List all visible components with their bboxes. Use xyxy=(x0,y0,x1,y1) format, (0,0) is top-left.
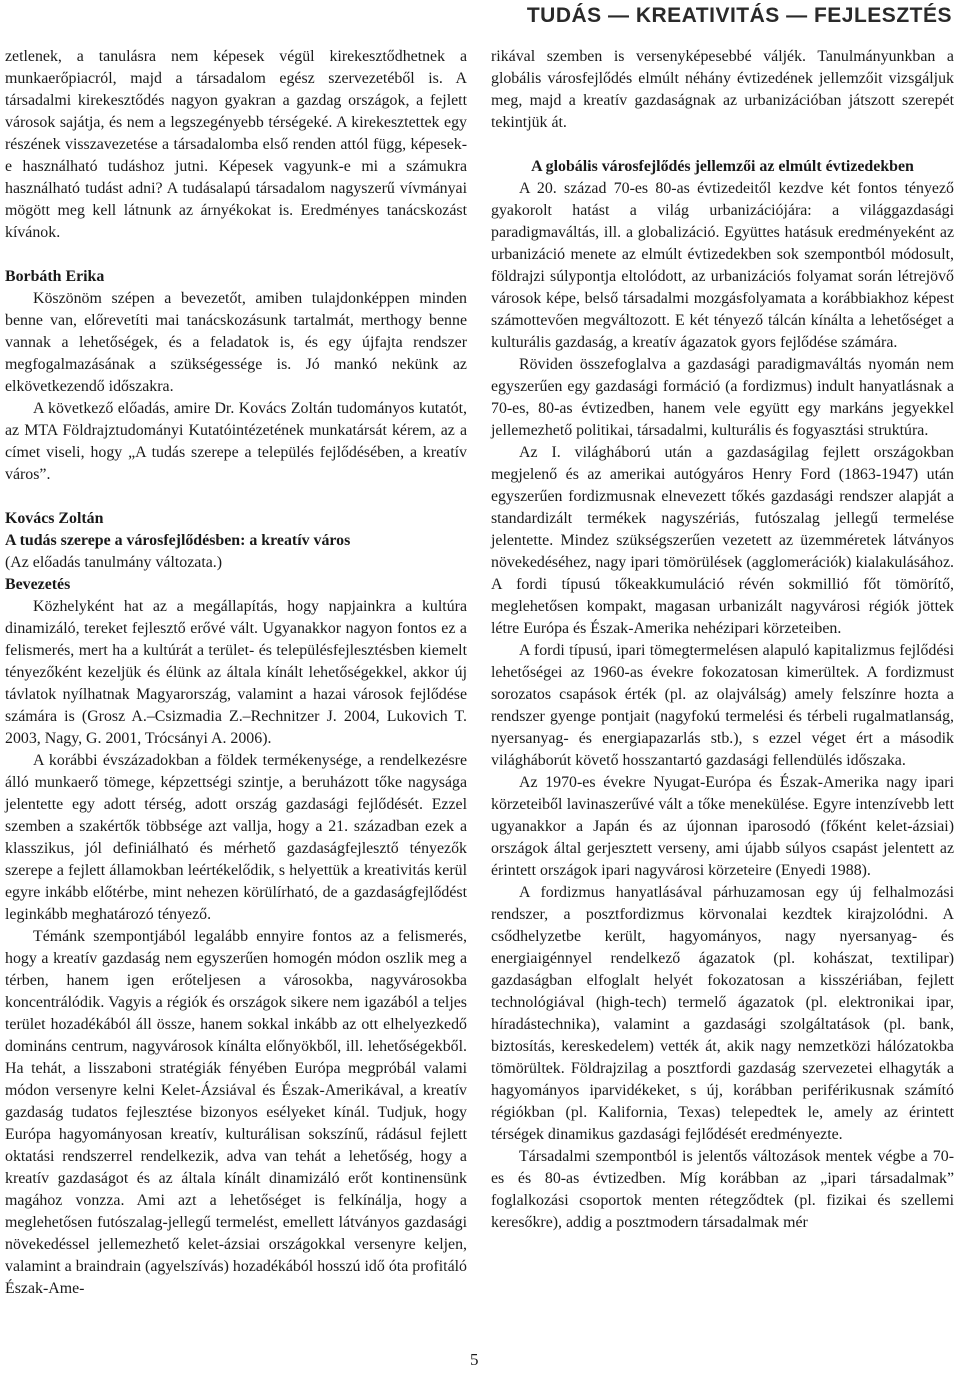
body-paragraph: A fordizmus hanyatlásával párhuzamosan egy új felhalmozási rendszer, a posztfordizmus körvonalai kezdtek kirajzolódni. A csődhelyzetbe került, hagyományos, nagy nyersanyag- és energiaigénnyel rendelkező ágazatok (pl. kohászat, textilipar) gazdaságban elfoglalt helyét fokozatosan a kisszériában, fejlett technológiával (high-tech) termelő ágazatok (pl. elektronikai ipar, híradástechnika), valamint a gazdasági szolgáltatások (pl. bank, biztosítás, kereskedelem) vették át, akik nagy nemzetközi hálózatokba tömörültek. Földrajzilag a posztfordi gazdaság szervezetei elhagyták a hagyományos iparvidékeket, s új, korábban periférikusnak számító régiókban (pl. Kalifornia, Texas) telepedtek le, amely az érintett térségek dinamikus gazdasági fejlődését eredményezte. xyxy=(491,884,954,1143)
running-title: TUDÁS — KREATIVITÁS — FEJLESZTÉS xyxy=(526,4,952,27)
left-column xyxy=(5,46,467,1300)
body-paragraph: Az 1970-es évekre Nyugat-Európa és Észak-Amerika nagy ipari körzeteiből lavinaszerűvé vált a tőke menekülése. Egyre intenzívebb lett ugyanakkor a Japán és az újonnan iparosodó (főként kelet-ázsiai) országok által gerjesztett verseny, ami újabb súlyos csapást jelentett az érintett országok ipari nagyvárosi körzeteire (Enyedi 1988). xyxy=(491,774,954,879)
body-paragraph: A 20. század 70-es 80-as évtizedeitől kezdve két fontos tényező gyakorolt hatást a világ urbanizációjára: a világgazdasági paradigmaváltás, ill. a globalizáció. Együttes hatásuk eredményeként az urbanizáció menete az elmúlt évtizedekben sok szempontból módosult, földrajzi súlypontja eltolódott, az urbanizációs folyamat során létrejövő városok képe, belső társadalmi mozgásfolyamata a korábbiakhoz képest számottevően megváltozott. E két tényező tálcán kínálta a lehetőséget a kulturális gazdaság, a kreatív ágazatok gyors fejlődése számára. xyxy=(491,180,954,351)
body-paragraph: Közhelyként hat az a megállapítás, hogy napjainkra a kultúra dinamizáló, tereket fejlesztő erővé vált. Ugyanakkor nagyon fontos ez a felismerés, mert ha a kultúrát a terület- és településfejlesztésben kiemelt tényezőként kezeljük és élünk az általa kínált lehetőségekkel, akkor új távlatok nyílhatnak Magyarország, valamint a hazai városok fejlődése számára is (Grosz A.–Csizmadia Z.–Rechnitzer J. 2004, Lukovich T. 2003, Nagy, G. 2001, Trócsányi A. 2006). xyxy=(5,598,467,747)
right-column xyxy=(491,46,954,1234)
section-heading-intro: Bevezetés xyxy=(5,576,71,593)
body-paragraph: Az I. világháború után a gazdaságilag fejlett országokban megjelenő és az amerikai autógyáros Henry Ford (1863-1947) után egyszerűen fordizmusnak elnevezett tőkés gazdasági rendszer alapját a standardizált termékek nagyszériás, futószalag jellegű termelése jelentette. Mindez szükségszerűen vezetett az üzemméretek látványos növekedéséhez, nagy ipari tömörülések (agglomerációk) kialakulásához. A fordi típusú tőkeakkumuláció révén sokmillió főt tömörítő, meglehetősen kompakt, magasan urbanizált nagyvárosi régiók jöttek létre Európa és Észak-Amerika nehézipari körzeteiben. xyxy=(491,444,954,637)
body-paragraph: Röviden összefoglalva a gazdasági paradigmaváltás nyomán nem egyszerűen egy gazdasági formáció (a fordizmus) indult hanyatlásnak a 70-es, 80-as évtizedben, hanem vele együtt egy markáns jegyekkel jellemezhető politikai, társadalmi, kulturális és fogyasztási struktúra. xyxy=(491,356,954,439)
speaker-paragraph: A következő előadás, amire Dr. Kovács Zoltán tudományos kutatót, az MTA Földrajztudományi Kutatóintézetének munkatársát kérem, az a címet viseli, hogy „A tudás szerepe a település fejlődésében, a kreatív város”. xyxy=(5,400,467,483)
intro-paragraph: zetlenek, a tanulásra nem képesek végül kirekesztődhetnek a munkaerőpiacról, majd a társadalom egész szervezetéből is. A társadalmi kirekesztődés nagyon gyakran a gazdag országok, a fejlett városok sajátja, és nem a legszegényebb térségeké. A kirekesztettek egy részének visszavezetése a társadalomba első renden attól függ, képesek-e használható tudáshoz jutni. Képesek vagyunk-e mi a számukra használható tudást adni? A tudásalapú társadalom nagyszerű vívmányai mögött meg kell látnunk az árnyékokat is. Eredményes tanácskozást kívánok. xyxy=(5,48,467,241)
body-paragraph: Témánk szempontjából legalább ennyire fontos az a felismerés, hogy a kreatív gazdaság nem egyszerűen homogén módon oszlik meg a térben, hanem igen erőteljesen a városokba, nagyvárosokba koncentrálódik. Vagyis a régiók és országok sikere nem igazából a teljes terület hozadékából áll össze, hanem sokkal inkább az ott elhelyezkedő domináns centrum, nagyvárosok kínálta előnyökből, ill. lehetőségekből. Ha tehát, a lisszaboni stratégiák fényében Európa megpróbál valami módon versenyre kelni Kelet-Ázsiával és Észak-Amerikával, a kreatív gazdaság tudatos fejlesztése bizonyos esélyeket kínál. Tudjuk, hogy Európa hagyományosan kreatív, kulturálisan sokszínű, rádásul fejlett oktatási rendszerrel rendelkezik, adva van tehát a lehetőség, hogy a kreatív gazdaságot és az általa kínált dinamizáló erőt kontinensünk magához vonzza. Ami azt a lehetőséget is felkínálja, hogy a meglehetősen futószalag-jellegű termelést, emellett látványos gazdasági növekedéssel jellemezhető kelet-ázsiai országokkal versenyre keljen, valamint a braindrain (agyelszívás) hozadékából hosszú idő óta profitáló Észak-Ame- xyxy=(5,928,467,1297)
speaker-name: Borbáth Erika xyxy=(5,268,105,285)
body-paragraph: Társadalmi szempontból is jelentős változások mentek végbe a 70-es és 80-as évtizedben. Míg korábban az „ipari társadalmak” foglalkozási csoportok menten rétegződtek (pl. fizikai és szellemi keresőkre), addig a posztmodern társadalmak mér xyxy=(491,1148,954,1231)
lecture-note: (Az előadás tanulmány változata.) xyxy=(5,554,223,571)
speaker-paragraph: Köszönöm szépen a bevezetőt, amiben tulajdonképpen minden benne van, előrevetíti mai tanácskozásunk tartalmát, merthogy benne vannak a lehetőségek, és a feladatok is, és egy újfajta rendszer megfogalmazásának a szükségessége is. Jó mankó nekünk az elkövetkezendő időszakra. xyxy=(5,290,467,395)
section-heading: A globális városfejlődés jellemzői az elmúlt évtizedekben xyxy=(531,158,914,175)
body-paragraph: A fordi típusú, ipari tömegtermelésen alapuló kapitalizmus fejlődési lehetőségei az 1960-as évekre fokozatosan kimerültek. A fordizmust sorozatos csapások érték (pl. az olajválság) amely felszínre hozta a rendszer gyenge pontjait (nagyfokú termelési és térbeli rugalmatlanság, nyersanyag- és energiapazarlás stb.), s ezzel véget ért a második világháborút követő hosszantartó gazdasági fellendülés időszaka. xyxy=(491,642,954,769)
lecture-title: A tudás szerepe a városfejlődésben: a kreatív város xyxy=(5,532,351,549)
lecturer-name: Kovács Zoltán xyxy=(5,510,104,527)
continuation-paragraph: rikával szemben is versenyképesebbé váljék. Tanulmányunkban a globális városfejlődés elmúlt néhány évtizedének jellemzőit vizsgáljuk meg, majd a kreatív gazdaságnak az urbanizációban játszott szerepét tekintjük át. xyxy=(491,48,954,131)
page-number: 5 xyxy=(470,1350,479,1369)
body-paragraph: A korábbi évszázadokban a földek termékenysége, a rendelkezésre álló munkaerő tömege, képzettségi szintje, a beruházott tőke nagysága jelentette egy adott térség, adott ország gazdasági fejlődését. Ezzel szemben a szakértők többsége azt vallja, hogy a 21. században ezek a klasszikus, jól definiálható és mérhető gazdaságfejlesztő tényezők szerepe a fejlett államokban leértékelődik, s helyettük a kreativitás kerül egyre inkább előtérbe, mint nehezen körülírható, de a gazdaságfejlődést leginkább meghatározó tényező. xyxy=(5,752,467,923)
